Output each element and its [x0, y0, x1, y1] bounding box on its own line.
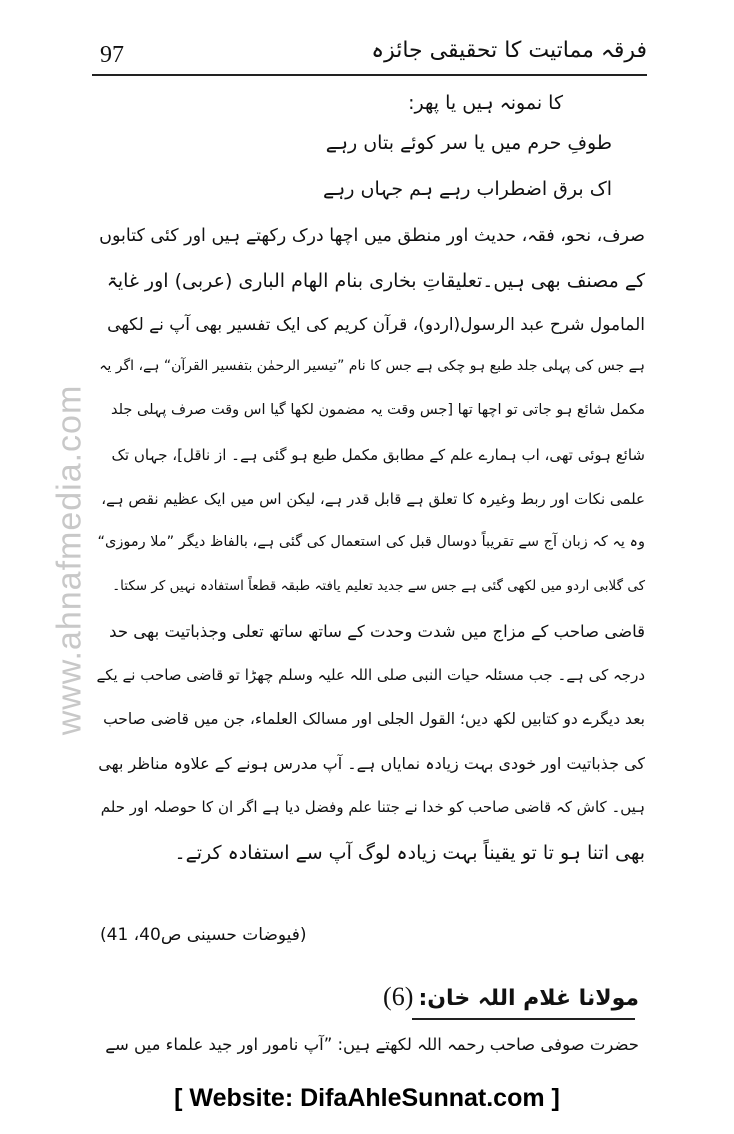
paragraph-line: قاضی صاحب کے مزاج میں شدت وحدت کے ساتھ ساتھ تعلی وجذباتیت بھی حد: [109, 622, 645, 641]
heading-underline: [412, 1018, 635, 1020]
paragraph-line: بعد دیگرے دو کتابیں لکھ دیں؛ القول الجلی اور مسالک العلماء، جن میں قاضی صاحب: [103, 710, 645, 728]
page-number: 97: [100, 42, 124, 68]
section-heading: [357, 982, 639, 1012]
paragraph-line: وہ یہ کہ زبان آج سے تقریباً دوسال قبل کی استعمال کی گئی ہے، بالفاظ دیگر ”ملا رموزی“: [97, 534, 645, 550]
poem-line: طوفِ حرم میں یا سر کوئے بتاں رہے: [325, 132, 612, 154]
running-title: فرقہ مماتیت کا تحقیقی جائزہ: [371, 38, 647, 63]
paragraph-line: کے مصنف بھی ہیں۔تعلیقاتِ بخاری بنام الھام الباری (عربی) اور غایۃ: [106, 270, 645, 292]
section-number: (6): [383, 982, 414, 1011]
intro-line: کا نمونہ ہیں یا پھر:: [408, 92, 563, 114]
paragraph: [95, 0, 645, 920]
citation: (فیوضات حسینی ص40، 41): [100, 925, 307, 945]
paragraph-line: مکمل شائع ہو جاتی تو اچھا تھا [جس وقت یہ مضمون لکھا گیا اس وقت صرف پہلی جلد: [111, 402, 645, 418]
paragraph-line: علمی نکات اور ربط وغیرہ کا تعلق ہے قابل قدر ہے، لیکن اس میں ایک عظیم نقص ہے،: [101, 490, 645, 508]
website-footer: [ Website: DifaAhleSunnat.com ]: [174, 1084, 560, 1112]
paragraph-line: کی گلابی اردو میں لکھی گئی ہے جس سے جدید تعلیم یافتہ طبقہ قطعاً استفادہ نہیں کر سکتا۔: [112, 578, 645, 594]
poem-line: اک برق اضطراب رہے ہم جہاں رہے: [323, 178, 612, 200]
paragraph-line: المامول شرح عبد الرسول(اردو)، قرآن کریم کی ایک تفسیر بھی آپ نے لکھی: [107, 315, 645, 335]
paragraph-line: ہیں۔ کاش کہ قاضی صاحب کو خدا نے جتنا علم وفضل دیا ہے اگر ان کا حوصلہ اور حلم: [100, 798, 645, 816]
watermark: www.ahnafmedia.com: [50, 384, 89, 736]
paragraph-line: درجہ کی ہے۔ جب مسئلہ حیات النبی صلی اللہ علیہ وسلم چھڑا تو قاضی صاحب نے یکے: [96, 666, 645, 684]
paragraph-line: کی جذباتیت اور خودی بہت زیادہ نمایاں ہے۔ آپ مدرس ہونے کے علاوہ مناظر بھی: [98, 754, 645, 773]
paragraph-line: بھی اتنا ہو تا تو یقیناً بہت زیادہ لوگ آپ سے استفادہ کرتے۔: [174, 842, 645, 864]
paragraph-line: شائع ہوئی تھی، اب ہمارے علم کے مطابق مکمل طبع ہو گئی ہے۔ از ناقل]، جہاں تک: [111, 446, 645, 464]
section-title: مولانا غلام اللہ خان:: [418, 986, 639, 1011]
paragraph-line: حضرت صوفی صاحب رحمہ اللہ لکھتے ہیں: ”آپ نامور اور جید علماء میں سے: [105, 1035, 639, 1054]
paragraph-line: ہے جس کی پہلی جلد طبع ہو چکی ہے جس کا نام ”تیسیر الرحمٰن بتفسیر القرآن“ ہے، اگر یہ: [99, 358, 645, 374]
paragraph-line: صرف، نحو، فقہ، حدیث اور منطق میں اچھا درک رکھتے ہیں اور کئی کتابوں: [99, 226, 645, 246]
